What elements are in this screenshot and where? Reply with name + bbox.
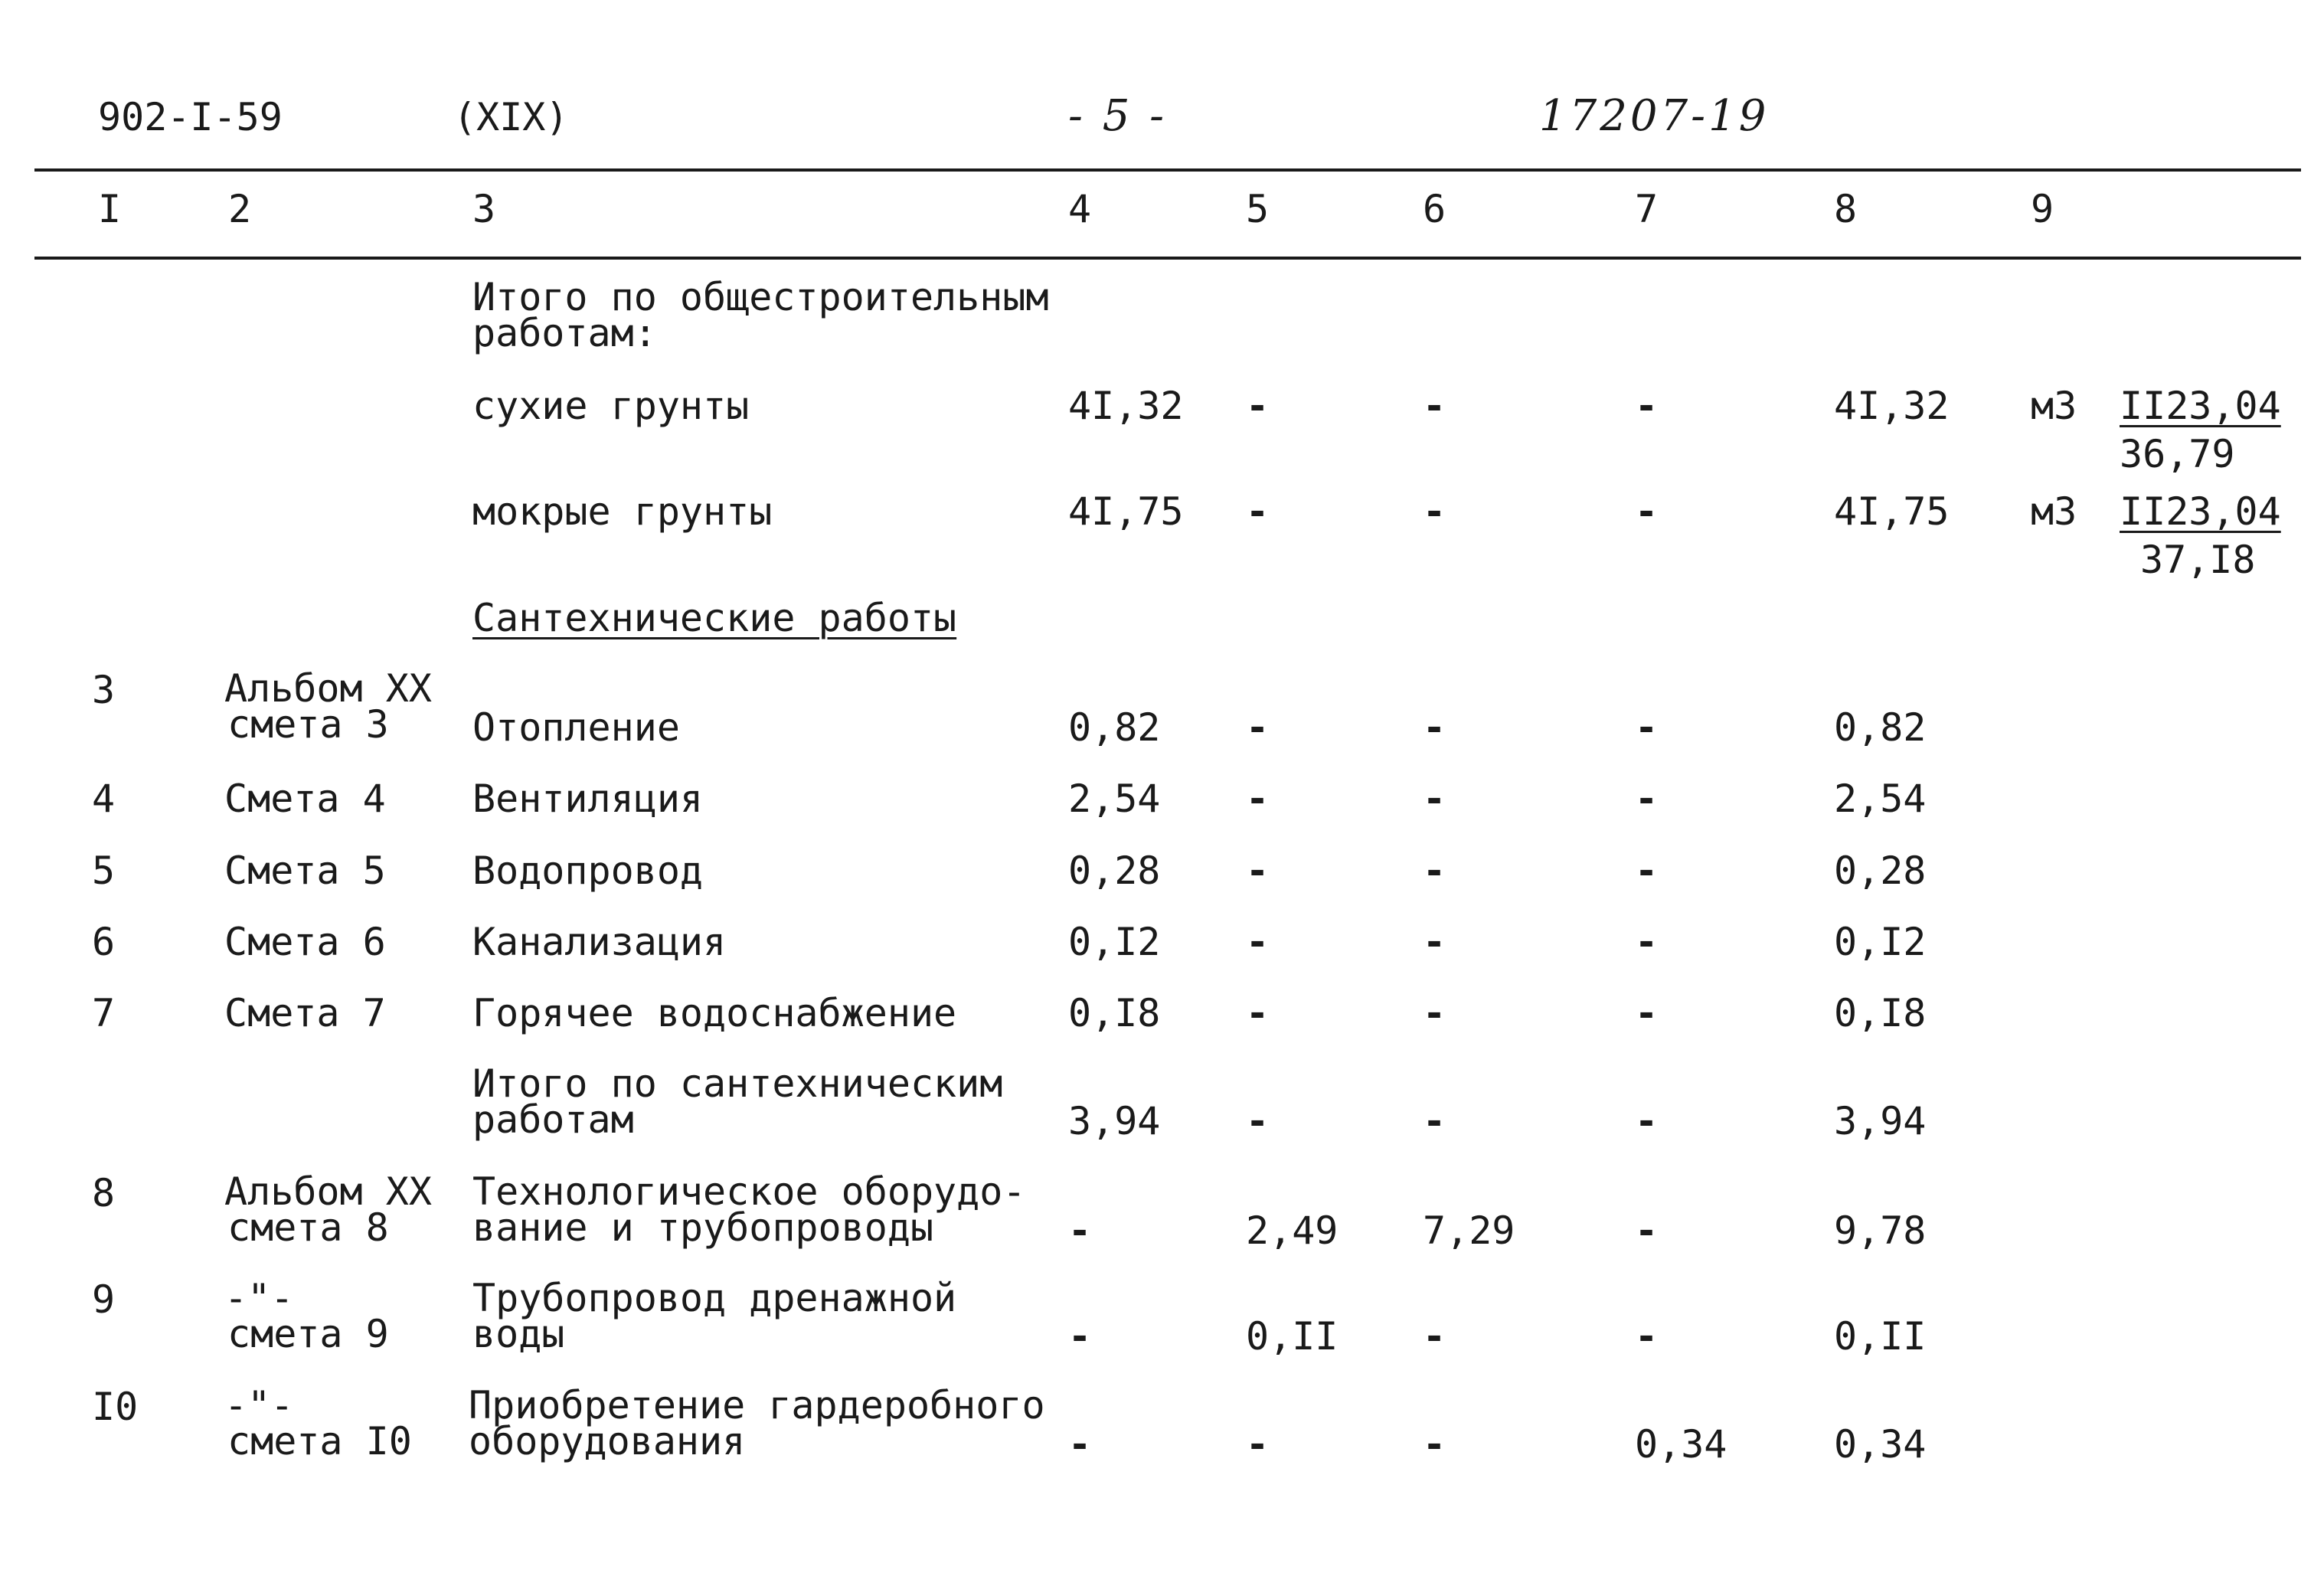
sheet-number: 17207-19 [1539,91,1770,141]
col-header-4: 4 [1068,187,1092,231]
col-header-8: 8 [1834,187,1858,231]
ratio-denominator: 37,I8 [2140,538,2256,582]
col-header-2: 2 [228,187,252,231]
header-top-rule [34,168,2301,172]
page-number: - 5 - [1068,91,1168,141]
album-number: (XIX) [453,95,569,139]
ratio-denominator: 36,79 [2120,432,2235,476]
header-bottom-rule [34,257,2301,260]
doc-code: 902-I-59 [98,95,283,139]
col-header-1: I [98,187,122,231]
subtotal-general-title: Итого по общестроительным работам: [472,275,1049,355]
col-header-9: 9 [2031,187,2054,231]
col-header-6: 6 [1423,187,1446,231]
ratio-numerator: II23,04 [2120,384,2281,428]
col-header-5: 5 [1246,187,1270,231]
col-header-7: 7 [1635,187,1659,231]
section-title-sanitary: Сантехнические работы [472,596,957,640]
ratio-numerator: II23,04 [2120,489,2281,534]
col-header-3: 3 [472,187,496,231]
